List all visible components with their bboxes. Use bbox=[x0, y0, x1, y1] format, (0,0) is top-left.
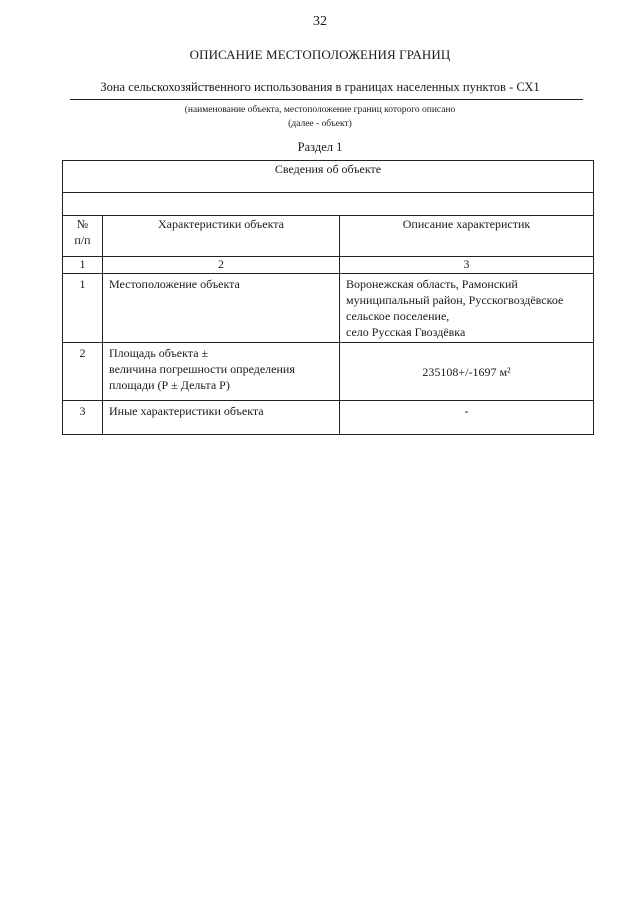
row-number: 1 bbox=[63, 274, 103, 343]
column-header-characteristic: Характеристики объекта bbox=[103, 216, 340, 257]
object-info-table bbox=[62, 160, 594, 435]
section-title: Раздел 1 bbox=[297, 140, 343, 154]
column-index: 2 bbox=[103, 257, 340, 274]
table-blank-cell bbox=[63, 193, 594, 216]
object-caption bbox=[0, 103, 640, 131]
table-header: Сведения об объекте bbox=[63, 161, 594, 193]
column-index: 1 bbox=[63, 257, 103, 274]
row-characteristic: Иные характеристики объекта bbox=[103, 401, 340, 435]
document-title: ОПИСАНИЕ МЕСТОПОЛОЖЕНИЯ ГРАНИЦ bbox=[189, 47, 451, 62]
row-description: - bbox=[340, 401, 594, 435]
row-characteristic: Местоположение объекта bbox=[103, 274, 340, 343]
column-index: 3 bbox=[340, 257, 594, 274]
column-header-number-line2: п/п bbox=[74, 233, 91, 247]
table-header-row bbox=[63, 161, 594, 193]
table-column-headers bbox=[63, 216, 594, 257]
column-header-description: Описание характеристик bbox=[340, 216, 594, 257]
table-row bbox=[63, 401, 594, 435]
column-header-number-line1: № bbox=[76, 217, 89, 231]
table-row bbox=[63, 343, 594, 401]
table-blank-row bbox=[63, 193, 594, 216]
row-characteristic: Площадь объекта ± величина погрешности определения площади (Р ± Дельта Р) bbox=[103, 343, 340, 401]
row-description: 235108+/-1697 м² bbox=[340, 343, 594, 401]
page-number: 32 bbox=[313, 14, 327, 29]
underline-rule bbox=[70, 99, 583, 100]
row-number: 3 bbox=[63, 401, 103, 435]
table-index-row bbox=[63, 257, 594, 274]
caption-line-2: (далее - объект) bbox=[288, 119, 352, 129]
table-row bbox=[63, 274, 594, 343]
row-number: 2 bbox=[63, 343, 103, 401]
object-name: Зона сельскохозяйственного использования в границах населенных пунктов - СХ1 bbox=[100, 80, 540, 94]
column-header-number bbox=[63, 216, 103, 257]
row-description: Воронежская область, Рамонский муниципальный район, Русскогвоздёвское сельское поселение, село Русская Гвоздёвка bbox=[340, 274, 594, 343]
caption-line-1: (наименование объекта, местоположение границ которого описано bbox=[184, 105, 456, 115]
